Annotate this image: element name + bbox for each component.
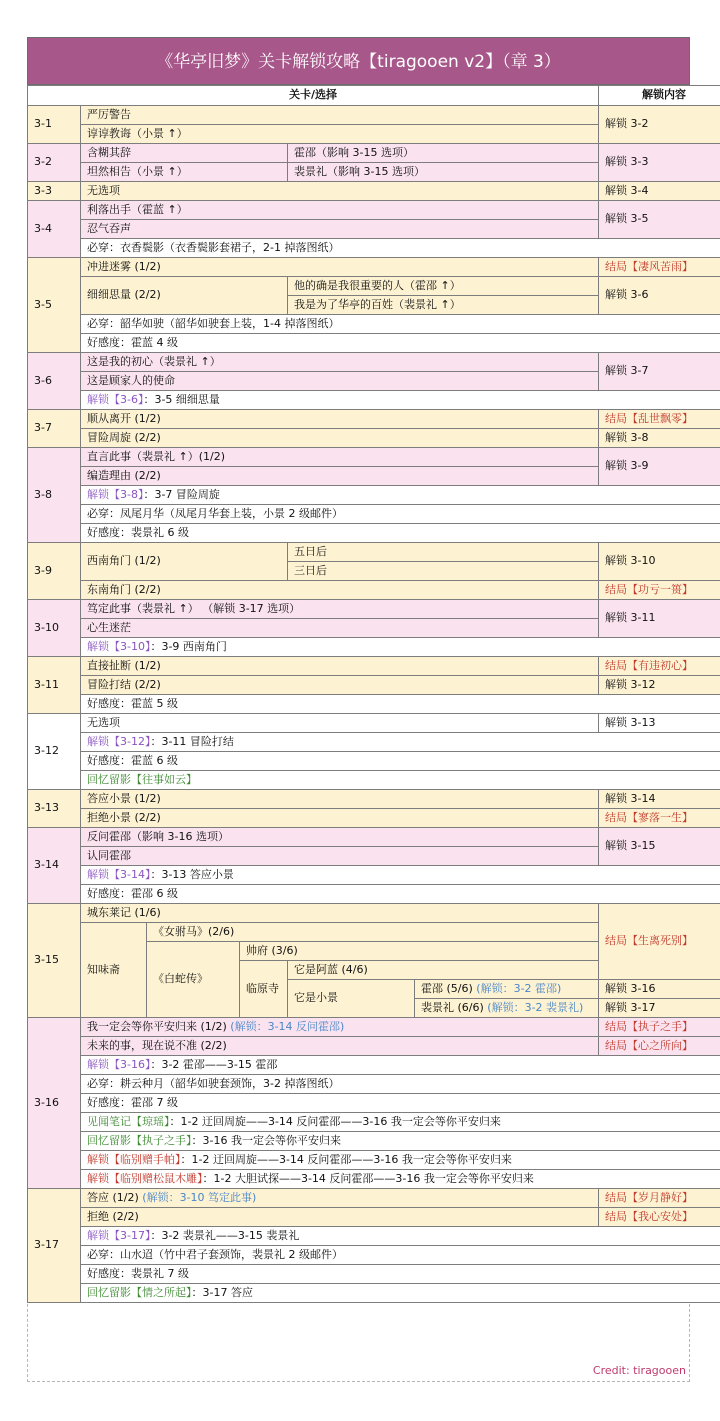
table-row bbox=[28, 638, 720, 657]
header-unlock: 解锁内容 bbox=[599, 86, 720, 106]
note-text: ：3-13 答应小景 bbox=[150, 867, 234, 881]
note: 必穿：衣香鬓影（衣香鬓影套裙子，2-1 掉落图纸） bbox=[81, 239, 720, 258]
note-text: ：1-2 迂回周旋——3-14 反问霍邵——3-16 我一定会等你平安归来 bbox=[180, 1152, 512, 1166]
memory-tag: 回忆留影【往事如云】 bbox=[81, 771, 720, 790]
unlock: 解锁 3-10 bbox=[599, 543, 720, 581]
unlock: 解锁 3-5 bbox=[599, 201, 720, 239]
note: 好感度：霍邵 6 级 bbox=[81, 885, 720, 904]
memory-tag: 回忆留影【情之所起】 bbox=[87, 1285, 192, 1299]
choice: 冒险打结 (2/2) bbox=[81, 676, 599, 695]
stage-id: 3-5 bbox=[28, 258, 81, 353]
choice: 拒绝 (2/2) bbox=[81, 1208, 599, 1227]
page-title: 《华亭旧梦》关卡解锁攻略【tiragooen v2】（章 3） bbox=[27, 37, 690, 85]
note-text: ：3-5 细细思量 bbox=[143, 392, 220, 406]
choice: 细细思量 (2/2) bbox=[81, 277, 288, 315]
unlock: 解锁 3-3 bbox=[599, 144, 720, 182]
table-row bbox=[28, 1132, 720, 1151]
stage-id: 3-6 bbox=[28, 353, 81, 410]
choice: 谆谆教诲（小景 ↑） bbox=[81, 125, 599, 144]
note bbox=[81, 391, 720, 410]
table-row bbox=[28, 1094, 720, 1113]
unlock: 解锁 3-2 bbox=[599, 106, 720, 144]
notes-tag: 见闻笔记【琼瑶】 bbox=[87, 1114, 170, 1128]
table-row bbox=[28, 106, 720, 125]
choice: 《白蛇传》 bbox=[147, 942, 240, 1018]
table-row bbox=[28, 657, 720, 676]
table-row bbox=[28, 733, 720, 752]
ending: 结局【凄风苦雨】 bbox=[599, 258, 720, 277]
table-row bbox=[28, 315, 720, 334]
table-row bbox=[28, 581, 720, 600]
choice-note: (解锁：3-14 反问霍邵) bbox=[230, 1019, 345, 1033]
choice: 它是阿蓝 (4/6) bbox=[288, 961, 599, 980]
table-row bbox=[28, 144, 720, 163]
note: 好感度：霍蓝 6 级 bbox=[81, 752, 720, 771]
unlock: 解锁 3-7 bbox=[599, 353, 720, 391]
unlock-tag: 解锁【3-6】 bbox=[87, 392, 144, 406]
table-row bbox=[28, 1227, 720, 1246]
choice: 严厉警告 bbox=[81, 106, 599, 125]
table-row bbox=[28, 1075, 720, 1094]
gift-tag: 解锁【临别赠松鼠木雕】 bbox=[87, 1171, 203, 1185]
choice: 顺从离开 (1/2) bbox=[81, 410, 599, 429]
unlock: 解锁 3-12 bbox=[599, 676, 720, 695]
note-text: ：3-2 霍邵——3-15 霍邵 bbox=[150, 1057, 278, 1071]
unlock-tag: 解锁【3-14】 bbox=[87, 867, 151, 881]
table-row bbox=[28, 277, 720, 296]
note-text: ：3-9 西南角门 bbox=[150, 639, 227, 653]
unlock-tag: 解锁【3-8】 bbox=[87, 487, 144, 501]
note bbox=[81, 486, 720, 505]
choice-note: (解锁：3-2 霍邵) bbox=[476, 981, 562, 995]
stage-id: 3-14 bbox=[28, 828, 81, 904]
choice bbox=[415, 999, 599, 1018]
choice: 帅府 (3/6) bbox=[240, 942, 599, 961]
table-row bbox=[28, 809, 720, 828]
choice: 知味斋 bbox=[81, 923, 147, 1018]
choice-text: 答应 (1/2) bbox=[87, 1190, 139, 1204]
table-row bbox=[28, 885, 720, 904]
table-row bbox=[28, 410, 720, 429]
ending: 结局【有违初心】 bbox=[599, 657, 720, 676]
table-row bbox=[28, 182, 720, 201]
choice: 冒险周旋 (2/2) bbox=[81, 429, 599, 448]
note: 好感度：霍蓝 4 级 bbox=[81, 334, 720, 353]
table-row bbox=[28, 524, 720, 543]
note-text: ：3-2 裴景礼——3-15 裴景礼 bbox=[150, 1228, 300, 1242]
note bbox=[81, 733, 720, 752]
table-row bbox=[28, 1151, 720, 1170]
stage-id: 3-13 bbox=[28, 790, 81, 828]
table-row bbox=[28, 1246, 720, 1265]
choice bbox=[81, 1018, 599, 1037]
choice-text: 我一定会等你平安归来 (1/2) bbox=[87, 1019, 227, 1033]
choice: 编造理由 (2/2) bbox=[81, 467, 599, 486]
choice: 临原寺 bbox=[240, 961, 288, 1018]
stage-id: 3-8 bbox=[28, 448, 81, 543]
unlock: 解锁 3-4 bbox=[599, 182, 720, 201]
choice: 无选项 bbox=[81, 182, 599, 201]
table-row bbox=[28, 429, 720, 448]
note bbox=[81, 1227, 720, 1246]
sub-choice: 他的确是我很重要的人（霍邵 ↑） bbox=[288, 277, 599, 296]
unlock: 解锁 3-8 bbox=[599, 429, 720, 448]
note: 好感度：裴景礼 7 级 bbox=[81, 1265, 720, 1284]
stage-id: 3-17 bbox=[28, 1189, 81, 1303]
unlock: 解锁 3-14 bbox=[599, 790, 720, 809]
choice: 冲进迷雾 (1/2) bbox=[81, 258, 599, 277]
table-row bbox=[28, 828, 720, 847]
choice: 未来的事，现在说不准 (2/2) bbox=[81, 1037, 599, 1056]
choice: 《女驸马》(2/6) bbox=[147, 923, 599, 942]
table-header-row bbox=[28, 86, 720, 106]
ending: 结局【生离死别】 bbox=[599, 904, 720, 980]
table-row bbox=[28, 486, 720, 505]
table-row bbox=[28, 1189, 720, 1208]
table-row bbox=[28, 1113, 720, 1132]
note: 必穿：山水迢（竹中君子套颈饰，裴景礼 2 级邮件） bbox=[81, 1246, 720, 1265]
stage-id: 3-1 bbox=[28, 106, 81, 144]
table-row bbox=[28, 201, 720, 220]
stage-id: 3-7 bbox=[28, 410, 81, 448]
choice: 直接扯断 (1/2) bbox=[81, 657, 599, 676]
table-row bbox=[28, 334, 720, 353]
note: 好感度：霍邵 7 级 bbox=[81, 1094, 720, 1113]
choice: 这是顾家人的使命 bbox=[81, 372, 599, 391]
table-row bbox=[28, 676, 720, 695]
stage-id: 3-10 bbox=[28, 600, 81, 657]
unlock: 解锁 3-9 bbox=[599, 448, 720, 486]
ending: 结局【岁月静好】 bbox=[599, 1189, 720, 1208]
table-row bbox=[28, 771, 720, 790]
gift-tag: 解锁【临别赠手帕】 bbox=[87, 1152, 181, 1166]
table-row bbox=[28, 239, 720, 258]
memory-tag: 回忆留影【执子之手】 bbox=[87, 1133, 192, 1147]
sub-choice: 三日后 bbox=[288, 562, 599, 581]
unlock-tag: 解锁【3-12】 bbox=[87, 734, 151, 748]
table-row bbox=[28, 505, 720, 524]
unlock: 解锁 3-13 bbox=[599, 714, 720, 733]
table-row bbox=[28, 1284, 720, 1303]
table-row bbox=[28, 752, 720, 771]
table-row bbox=[28, 1018, 720, 1037]
ending: 结局【功亏一篑】 bbox=[599, 581, 720, 600]
choice bbox=[415, 980, 599, 999]
note-text: ：3-7 冒险周旋 bbox=[143, 487, 220, 501]
table-row bbox=[28, 1265, 720, 1284]
note-text: ：1-2 迂回周旋——3-14 反问霍邵——3-16 我一定会等你平安归来 bbox=[169, 1114, 501, 1128]
note bbox=[81, 1056, 720, 1075]
note-text: ：3-17 答应 bbox=[191, 1285, 253, 1299]
note bbox=[81, 1284, 720, 1303]
choice: 认同霍邵 bbox=[81, 847, 599, 866]
table-row bbox=[28, 1056, 720, 1075]
unlock-tag: 解锁【3-16】 bbox=[87, 1057, 151, 1071]
note: 必穿：耕云种月（韶华如驶套颈饰，3-2 掉落图纸） bbox=[81, 1075, 720, 1094]
choice-text: 笃定此事（裴景礼 ↑） bbox=[87, 601, 199, 615]
choice: 直言此事（裴景礼 ↑）(1/2) bbox=[81, 448, 599, 467]
note: 必穿：韶华如驶（韶华如驶套上装，1-4 掉落图纸） bbox=[81, 315, 720, 334]
ending: 结局【寥落一生】 bbox=[599, 809, 720, 828]
choice: 心生迷茫 bbox=[81, 619, 599, 638]
ending: 结局【我心安处】 bbox=[599, 1208, 720, 1227]
choice: 答应小景 (1/2) bbox=[81, 790, 599, 809]
choice-note: (解锁：3-10 笃定此事) bbox=[142, 1190, 257, 1204]
choice-text: 霍邵 (5/6) bbox=[421, 981, 473, 995]
choice: 含糊其辞 bbox=[81, 144, 288, 163]
choice-note: (解锁：3-2 裴景礼) bbox=[487, 1000, 584, 1014]
note bbox=[81, 866, 720, 885]
stage-id: 3-11 bbox=[28, 657, 81, 714]
unlock: 解锁 3-15 bbox=[599, 828, 720, 866]
choice: 西南角门 (1/2) bbox=[81, 543, 288, 581]
choice bbox=[81, 600, 599, 619]
note bbox=[81, 1151, 720, 1170]
note bbox=[81, 638, 720, 657]
table-row bbox=[28, 695, 720, 714]
sub-choice: 裴景礼（影响 3-15 选项） bbox=[288, 163, 599, 182]
unlock-tag: 解锁【3-17】 bbox=[87, 1228, 151, 1242]
stage-id: 3-3 bbox=[28, 182, 81, 201]
table-row bbox=[28, 1170, 720, 1189]
choice: 反问霍邵（影响 3-16 选项） bbox=[81, 828, 599, 847]
unlock: 解锁 3-17 bbox=[599, 999, 720, 1018]
table-row bbox=[28, 1208, 720, 1227]
choice: 忍气吞声 bbox=[81, 220, 599, 239]
table-row bbox=[28, 353, 720, 372]
unlock: 解锁 3-16 bbox=[599, 980, 720, 999]
table-row bbox=[28, 543, 720, 562]
choice-note: （解锁 3-17 选项） bbox=[202, 601, 301, 615]
table-row bbox=[28, 600, 720, 619]
note-text: ：1-2 大胆试探——3-14 反问霍邵——3-16 我一定会等你平安归来 bbox=[202, 1171, 534, 1185]
choice: 坦然相告（小景 ↑） bbox=[81, 163, 288, 182]
note-text: ：3-11 冒险打结 bbox=[150, 734, 234, 748]
sub-choice: 我是为了华亭的百姓（裴景礼 ↑） bbox=[288, 296, 599, 315]
table-row bbox=[28, 1037, 720, 1056]
stage-id: 3-12 bbox=[28, 714, 81, 790]
note-text: ：3-16 我一定会等你平安归来 bbox=[191, 1133, 341, 1147]
choice: 拒绝小景 (2/2) bbox=[81, 809, 599, 828]
note bbox=[81, 1170, 720, 1189]
ending: 结局【乱世飘零】 bbox=[599, 410, 720, 429]
choice: 这是我的初心（裴景礼 ↑） bbox=[81, 353, 599, 372]
note: 必穿：凤尾月华（凤尾月华套上装，小景 2 级邮件） bbox=[81, 505, 720, 524]
note: 好感度：裴景礼 6 级 bbox=[81, 524, 720, 543]
choice: 无选项 bbox=[81, 714, 599, 733]
choice: 它是小景 bbox=[288, 980, 415, 1018]
note bbox=[81, 1132, 720, 1151]
choice: 城东莱记 (1/6) bbox=[81, 904, 599, 923]
table-row bbox=[28, 904, 720, 923]
stage-id: 3-16 bbox=[28, 1018, 81, 1189]
stage-id: 3-4 bbox=[28, 201, 81, 258]
choice bbox=[81, 1189, 599, 1208]
sub-choice: 霍邵（影响 3-15 选项） bbox=[288, 144, 599, 163]
stage-id: 3-2 bbox=[28, 144, 81, 182]
note bbox=[81, 1113, 720, 1132]
table-row bbox=[28, 448, 720, 467]
choice: 利落出手（霍蓝 ↑） bbox=[81, 201, 599, 220]
table-row bbox=[28, 790, 720, 809]
stage-id: 3-15 bbox=[28, 904, 81, 1018]
choice-text: 裴景礼 (6/6) bbox=[421, 1000, 484, 1014]
sub-choice: 五日后 bbox=[288, 543, 599, 562]
unlock: 解锁 3-6 bbox=[599, 277, 720, 315]
table-row bbox=[28, 866, 720, 885]
table-row bbox=[28, 391, 720, 410]
table-row bbox=[28, 714, 720, 733]
level-unlock-table bbox=[27, 85, 720, 1303]
note: 好感度：霍蓝 5 级 bbox=[81, 695, 720, 714]
choice: 东南角门 (2/2) bbox=[81, 581, 599, 600]
table-row bbox=[28, 258, 720, 277]
ending: 结局【执子之手】 bbox=[599, 1018, 720, 1037]
unlock: 解锁 3-11 bbox=[599, 600, 720, 638]
unlock-tag: 解锁【3-10】 bbox=[87, 639, 151, 653]
stage-id: 3-9 bbox=[28, 543, 81, 600]
credit-text: Credit: tiragooen bbox=[592, 1364, 686, 1377]
header-level: 关卡/选择 bbox=[28, 86, 599, 106]
ending: 结局【心之所向】 bbox=[599, 1037, 720, 1056]
